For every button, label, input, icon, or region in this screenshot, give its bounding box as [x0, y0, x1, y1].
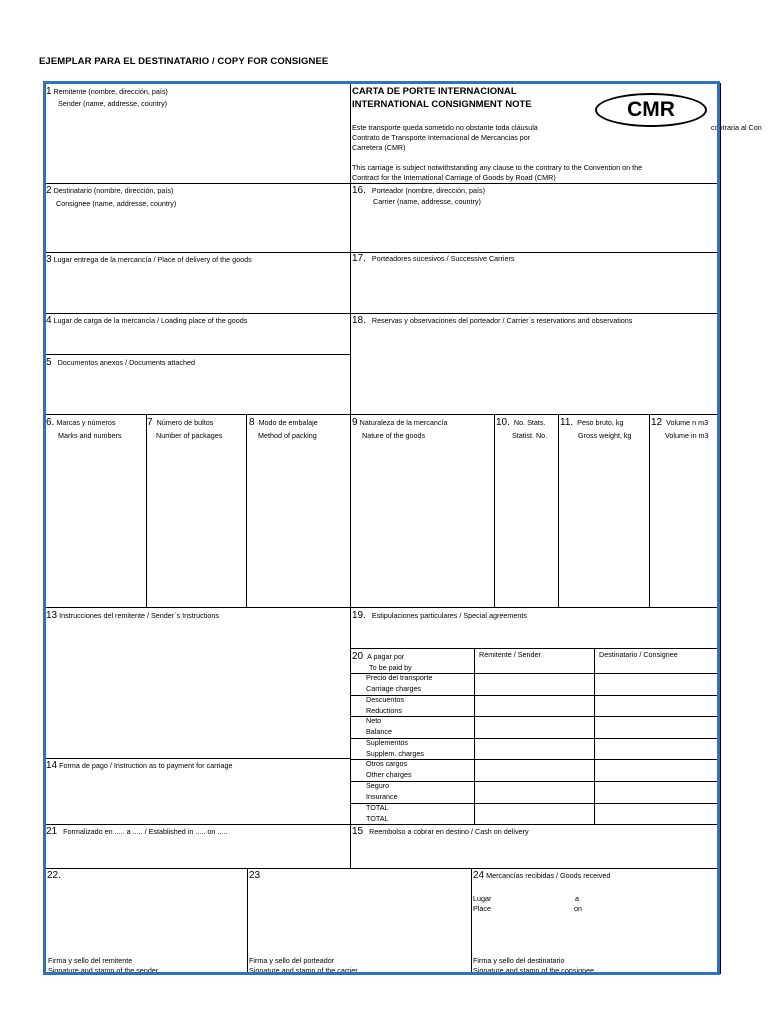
box16-label: 16. Porteador (nombre, dirección, país)	[352, 185, 485, 196]
notice-en-1: This carriage is subject notwithstanding any clause to the contrary to the Convention on the	[352, 163, 643, 172]
col-sender-label: Remitente / Sender	[479, 650, 541, 659]
charge-label-en: Other charges	[366, 769, 412, 779]
charge-label-es: Descuentos	[366, 695, 404, 704]
box24-place-es: Lugar	[473, 894, 492, 903]
box24-at-es: a	[575, 894, 579, 903]
box10-label: 10. No. Stats.	[496, 417, 546, 428]
box15-label: 15 Reembolso a cobrar en destino / Cash on delivery	[352, 826, 529, 837]
title-es: CARTA DE PORTE INTERNACIONAL	[352, 86, 517, 97]
box22-num: 22.	[47, 870, 61, 881]
box10-label-en: Statist. No.	[512, 431, 548, 440]
box22-sig-es: Firma y sello del remitente	[48, 956, 133, 965]
notice-es-2: Contrato de Transporte Internacional de Mercancias por	[352, 133, 531, 142]
box23-num: 23	[249, 870, 261, 881]
charge-label-en: Carriage charges	[366, 683, 422, 693]
box22-sig-en: Signature and stamp of the sender	[48, 966, 159, 975]
box20-label-en: To be paid by	[369, 663, 412, 672]
box9-label: 9 Naturaleza de la mercancía	[352, 417, 448, 428]
title-en: INTERNATIONAL CONSIGNMENT NOTE	[352, 99, 532, 110]
box8-label-en: Method of packing	[258, 431, 317, 440]
box24-place-en: Place	[473, 904, 491, 913]
charge-label-en: Reductions	[366, 705, 402, 715]
page-heading: EJEMPLAR PARA EL DESTINATARIO / COPY FOR CONSIGNEE	[39, 56, 329, 67]
charge-label-en: Supplem. charges	[366, 748, 424, 758]
box16-label-en: Carrier (name, addresse, country)	[373, 197, 481, 206]
box12-label: 12 Volume n m3	[651, 417, 709, 428]
cmr-logo: CMR	[595, 93, 707, 127]
box17-label: 17. Porteadores sucesivos / Successive Carriers	[352, 253, 515, 264]
charge-label-en: Balance	[366, 726, 392, 736]
notice-es-3: Carretera (CMR)	[352, 143, 406, 152]
charge-label-en: TOTAL	[366, 813, 389, 823]
box18-label: 18. Reservas y observaciones del porteador / Carrier`s reservations and observations	[352, 315, 633, 326]
box23-sig-es: Firma y sello del porteador	[249, 956, 335, 965]
box24-at-en: on	[574, 904, 582, 913]
box11-label: 11. Peso bruto, kg	[560, 417, 624, 428]
col-consignee-label: Destinatario / Consignee	[599, 650, 678, 659]
box9-label-en: Nature of the goods	[362, 431, 426, 440]
charge-label-es: Neto	[366, 716, 382, 725]
charge-label-es: Otros cargos	[366, 759, 408, 768]
box1-label-en: Sender (name, addresse, country)	[58, 99, 168, 108]
box6-label: 6. Marcas y números	[46, 417, 116, 428]
box2-label-en: Consignee (name, addresse, country)	[56, 199, 177, 208]
box5-label: 5 Documentos anexos / Documents attached	[46, 357, 195, 368]
box21-label: 21 Formalizado en ..... a ..... / Established in ..... on .....	[46, 826, 228, 837]
notice-es-tail: contraria al Con	[711, 123, 762, 132]
box24-sig-en: Signature and stamp of the consignee	[473, 966, 595, 975]
charge-label-es: TOTAL	[366, 803, 389, 812]
notice-es-1: Este transporte queda sometido no obstante toda cláusula	[352, 123, 538, 132]
charge-label-es: Suplementos	[366, 738, 408, 747]
box2-label: 2 Destinatario (nombre, dirección, país)	[46, 185, 174, 196]
box4-label: 4 Lugar de carga de la mercancía / Loading place of the goods	[46, 315, 248, 326]
form-frame	[43, 81, 720, 975]
box7-label-en: Number of packages	[156, 431, 223, 440]
box20-label: 20 A pagar por	[352, 651, 405, 662]
box14-label: 14 Forma de pago / Instruction as to payment for carriage	[46, 760, 233, 771]
box24-sig-es: Firma y sello del destinatario	[473, 956, 565, 965]
box23-sig-en: Signature and stamp of the carrier	[249, 966, 358, 975]
box6-label-en: Marks and numbers	[58, 431, 122, 440]
charge-label-es: Precio del transporte	[366, 673, 433, 682]
charge-label-en: Insurance	[366, 791, 398, 801]
box24-label: 24 Mercancías recibidas / Goods received	[473, 870, 611, 881]
box3-label: 3 Lugar entrega de la mercancía / Place of delivery of the goods	[46, 254, 252, 265]
box7-label: 7 Número de bultos	[147, 417, 214, 428]
charge-label-es: Seguro	[366, 781, 390, 790]
box12-label-en: Volume in m3	[665, 431, 709, 440]
box11-label-en: Gross weight, kg	[578, 431, 632, 440]
notice-en-2: Contract for the International Carriage of Goods by Road (CMR)	[352, 173, 556, 182]
box13-label: 13 Instrucciones del remitente / Sender`s Instructions	[46, 610, 219, 621]
box8-label: 8 Modo de embalaje	[249, 417, 318, 428]
box1-label: 1 Remitente (nombre, dirección, país)	[46, 86, 168, 97]
box19-label: 19. Estipulaciones particulares / Special agreements	[352, 610, 527, 621]
